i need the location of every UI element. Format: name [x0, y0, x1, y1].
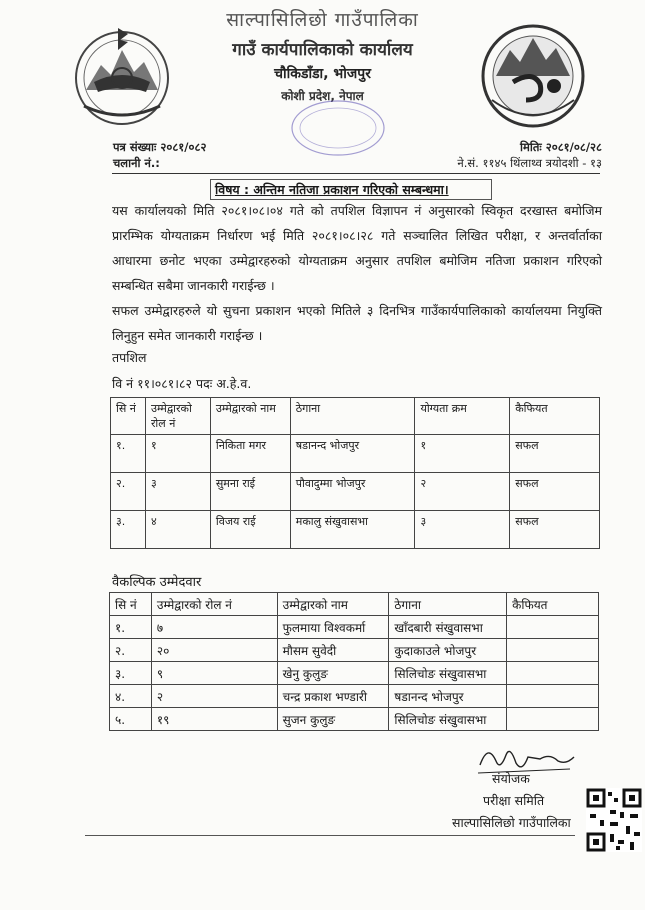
table-row — [111, 435, 600, 473]
cell-name: विजय राई — [210, 511, 290, 549]
cell-address: षडानन्द भोजपुर — [389, 685, 507, 708]
cell-sn: २. — [110, 639, 152, 662]
table-row — [110, 616, 599, 639]
cell-name: सुजन कुलुङ — [277, 708, 389, 731]
cell-remarks — [507, 685, 599, 708]
cell-sn: ३. — [110, 662, 152, 685]
col-header-name: उम्मेद्वारको नाम — [277, 593, 389, 616]
municipality-name: साल्पासिलिछो गाउँपालिका — [226, 9, 419, 31]
letter-date: मितिः २०८१/०८/२८ — [520, 140, 602, 154]
col-header-remarks: कैफियत — [510, 398, 600, 435]
office-place: चौकिडाँडा, भोजपुर — [274, 66, 371, 82]
cell-name: निकिता मगर — [210, 435, 290, 473]
office-name: गाउँ कार्यपालिकाको कार्यालय — [232, 40, 413, 60]
cell-remarks — [507, 616, 599, 639]
signatory-committee: परीक्षा समिति — [483, 793, 545, 808]
cell-remarks: सफल — [510, 473, 600, 511]
dispatch-number: चलानी नं.: — [113, 156, 160, 170]
cell-name: चन्द्र प्रकाश भण्डारी — [277, 685, 389, 708]
table-row — [110, 708, 599, 731]
footer-divider — [85, 835, 575, 836]
cell-roll: २० — [151, 639, 277, 662]
cell-name: मौसम सुवेदी — [277, 639, 389, 662]
cell-rank: २ — [415, 473, 510, 511]
alternate-table — [109, 592, 599, 731]
letter-number: पत्र संख्याः २०८१/०८२ — [113, 140, 207, 154]
cell-remarks — [507, 662, 599, 685]
cell-name: खेनु कुलुङ — [277, 662, 389, 685]
col-header-sn: सि नं — [110, 593, 152, 616]
cell-sn: २. — [111, 473, 146, 511]
qr-code-icon — [586, 788, 642, 852]
cell-address: मकालु संखुवासभा — [290, 511, 415, 549]
nepal-sambat-date: ने.सं. ११४५ थिंलाथ्व त्रयोदशी - १३ — [457, 156, 602, 170]
cell-name: सुमना राई — [210, 473, 290, 511]
cell-roll: ९ — [151, 662, 277, 685]
table-row — [110, 639, 599, 662]
cell-rank: १ — [415, 435, 510, 473]
table-row — [111, 511, 600, 549]
header-divider — [112, 173, 600, 174]
col-header-address: ठेगाना — [290, 398, 415, 435]
cell-name: फुलमाया विश्वकर्मा — [277, 616, 389, 639]
cell-roll: ४ — [145, 511, 210, 549]
table-row — [110, 662, 599, 685]
cell-sn: ४. — [110, 685, 152, 708]
details-label: तपशिल — [112, 350, 147, 365]
col-header-roll: उम्मेद्वारको रोल नं — [145, 398, 210, 435]
cell-sn: ३. — [111, 511, 146, 549]
cell-roll: १९ — [151, 708, 277, 731]
subject-line: विषय : अन्तिम नतिजा प्रकाशन गरिएको सम्बन्धमा। — [210, 179, 492, 200]
cell-address: सिलिचोङ संखुवासभा — [389, 708, 507, 731]
cell-remarks — [507, 708, 599, 731]
cell-remarks — [507, 639, 599, 662]
col-header-address: ठेगाना — [389, 593, 507, 616]
body-paragraph-1: यस कार्यालयको मिति २०८१।०८।०४ गते को तपशिल विज्ञापन नं अनुसारको स्विकृत दरखास्त बमोजिम प्रारम्भिक योग्यताक्रम निर्धारण भई मिति २०८१।०८।२८ गते सञ्चालित लिखित परीक्षा, र अन्तर्वार्ताका आधारमा छनोट भएका उम्मेद्वारहरुको योग्यताक्रम अनुसार तपशिल बमोजिम नतिजा प्रकाशन गरिएको सम्बन्धित सबैमा जानकारी गराईन्छ । — [112, 203, 602, 293]
cell-address: खाँदबारी संखुवासभा — [389, 616, 507, 639]
col-header-sn: सि नं — [111, 398, 146, 435]
cell-sn: ५. — [110, 708, 152, 731]
table-row — [110, 685, 599, 708]
cell-roll: ३ — [145, 473, 210, 511]
signatory-role: संयोजक — [492, 771, 530, 786]
cell-sn: १. — [110, 616, 152, 639]
cell-address: कुदाकाउले भोजपुर — [389, 639, 507, 662]
cell-roll: ७ — [151, 616, 277, 639]
cell-address: सिलिचोङ संखुवासभा — [389, 662, 507, 685]
cell-sn: १. — [111, 435, 146, 473]
alternate-candidates-title: वैकल्पिक उम्मेदवार — [112, 575, 202, 590]
cell-roll: २ — [151, 685, 277, 708]
col-header-roll: उम्मेद्वारको रोल नं — [151, 593, 277, 616]
results-table — [110, 397, 600, 549]
col-header-name: उम्मेद्वारको नाम — [210, 398, 290, 435]
signatory-municipality: साल्पासिलिछो गाउँपालिका — [452, 815, 571, 830]
body-paragraph-2: सफल उम्मेद्वारहरुले यो सुचना प्रकाशन भएको मितिले ३ दिनभित्र गाउँकार्यपालिकाको कार्यालयमा नियुक्ति लिनुहुन समेत जानकारी गराईन्छ । — [112, 303, 602, 343]
col-header-rank: योग्यता क्रम — [415, 398, 510, 435]
cell-remarks: सफल — [510, 511, 600, 549]
col-header-remarks: कैफियत — [507, 593, 599, 616]
cell-address: षडानन्द भोजपुर — [290, 435, 415, 473]
province: कोशी प्रदेश, नेपाल — [281, 89, 364, 103]
cell-address: पौवादुम्मा भोजपुर — [290, 473, 415, 511]
table-row — [111, 473, 600, 511]
cell-rank: ३ — [415, 511, 510, 549]
advertisement-line: वि नं ११।०८१।८२ पदः अ.हे.व. — [112, 376, 252, 391]
cell-roll: १ — [145, 435, 210, 473]
office-stamp-icon — [288, 98, 388, 158]
cell-remarks: सफल — [510, 435, 600, 473]
